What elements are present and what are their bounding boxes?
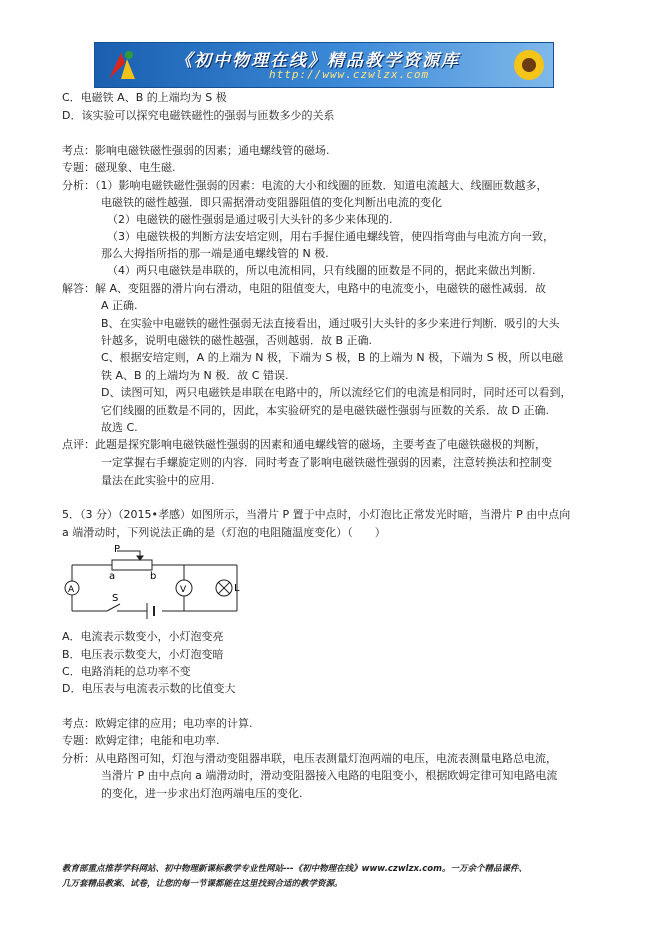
text-line-l7: （2）电磁铁的磁性强弱是通过吸引大头针的多少来体现的. [107, 213, 393, 226]
text-line-l4: 专题：磁现象、电生磁. [62, 161, 176, 174]
sunflower-icon [511, 47, 547, 83]
text-line-l32: 当滑片 P 由中点向 a 端滑动时，滑动变阻器接入电路的电阻变小，根据欧姆定律可知电路电流 [101, 769, 558, 782]
banner-title: 《初中物理在线》精品教学资源库 [175, 51, 460, 71]
text-line-l33: 的变化，进一步求出灯泡两端电压的变化. [101, 787, 303, 800]
text-line-l24: a 端滑动时，下列说法正确的是（灯泡的电阻随温度变化）（ ） [62, 526, 386, 539]
label-l: L [234, 583, 240, 594]
text-line-l8: （3）电磁铁极的判断方法安培定则，用右手握住通电螺线管，使四指弯曲与电流方向一致， [107, 230, 554, 243]
logo-icon [107, 49, 137, 81]
text-line-l18: 它们线圈的匝数是不同的，因此，本实验研究的是电磁铁磁性强弱与匝数的关系．故 D 正确. [101, 404, 549, 417]
text-line-l26: B．电压表示数变大，小灯泡变暗 [62, 648, 224, 661]
label-p: P [114, 544, 121, 555]
label-s: S [112, 593, 119, 604]
footer-line-2: 几万套精品教案、试卷，让您的每一节课都能在这里找到合适的教学资源。 [62, 879, 343, 889]
text-line-l19: 故选 C. [101, 421, 138, 434]
text-line-l14: 针越多，说明电磁铁的磁性越强，否则越弱．故 B 正确. [101, 334, 373, 347]
text-line-l5: 分析：（1）影响电磁铁磁性强弱的因素：电流的大小和线圈的匝数．知道电流越大、线圈匝数越多， [62, 179, 548, 192]
text-line-l31: 分析：从电路图可知，灯泡与滑动变阻器串联，电压表测量灯泡两端的电压，电流表测量电路总电流， [62, 752, 557, 765]
text-line-l16: 铁 A、B 的上端均为 N 极．故 C 错误. [101, 369, 289, 382]
label-a: a [109, 571, 116, 582]
voltmeter-label: V [180, 585, 187, 595]
text-line-l1: C．电磁铁 A、B 的上端均为 S 极 [62, 91, 227, 104]
text-line-l13: B、在实验中电磁铁的磁性强弱无法直接看出，通过吸引大头针的多少来进行判断．吸引的大头 [101, 317, 560, 330]
text-line-l23: 5．（3 分）（2015•孝感）如图所示，当滑片 P 置于中点时，小灯泡比正常发光时暗，当滑片 P 由中点向 [62, 508, 571, 521]
text-line-l6: 电磁铁的磁性越强．即只需据滑动变阻器阻值的变化判断出电流的变化 [101, 196, 442, 209]
text-line-l27: C．电路消耗的总功率不变 [62, 665, 191, 678]
text-line-l12: A 正确. [101, 299, 138, 312]
text-line-l21: 一定掌握右手螺旋定则的内容．同时考查了影响电磁铁磁性强弱的因素，注意转换法和控制变 [101, 456, 552, 469]
text-line-l30: 专题：欧姆定律；电能和电功率. [62, 734, 220, 747]
footer-line-1: 教育部重点推荐学科网站、初中物理新课标教学专业性网站---《初中物理在线》www.czwlzx.com。一万余个精品课件、 [62, 864, 527, 874]
banner-url[interactable]: http://www.czwlzx.com [269, 68, 430, 81]
text-line-l25: A．电流表示数变小，小灯泡变亮 [62, 630, 224, 643]
text-line-l28: D．电压表与电流表示数的比值变大 [62, 682, 236, 695]
text-line-l17: D、读图可知，两只电磁铁是串联在电路中的，所以流经它们的电流是相同时，同时还可以看到， [101, 386, 572, 399]
text-line-l20: 点评：此题是探究影响电磁铁磁性强弱的因素和通电螺线管的磁场，主要考查了电磁铁磁极的判断， [62, 438, 546, 451]
label-b: b [150, 571, 157, 582]
header-banner [94, 42, 554, 88]
text-line-l29: 考点：欧姆定律的应用；电功率的计算. [62, 717, 253, 730]
text-line-l2: D．该实验可以探究电磁铁磁性的强弱与匝数多少的关系 [62, 109, 335, 122]
text-line-l15: C、根据安培定则，A 的上端为 N 极，下端为 S 极，B 的上端为 N 极，下端为 S 极，所以电磁 [101, 351, 564, 364]
text-line-l3: 考点：影响电磁铁磁性强弱的因素；通电螺线管的磁场. [62, 144, 330, 157]
text-line-l9: 那么大拇指所指的那一端是通电螺线管的 N 极. [101, 247, 329, 260]
text-line-l22: 量法在此实验中的应用. [101, 474, 215, 487]
circuit-diagram [62, 543, 252, 623]
text-line-l11: 解答：解 A、变阻器的滑片向右滑动，电阻的阻值变大，电路中的电流变小，电磁铁的磁性减弱．故 [62, 282, 547, 295]
text-line-l10: （4）两只电磁铁是串联的，所以电流相同，只有线圈的匝数是不同的，据此来做出判断. [107, 264, 536, 277]
ammeter-label: A [68, 585, 75, 595]
